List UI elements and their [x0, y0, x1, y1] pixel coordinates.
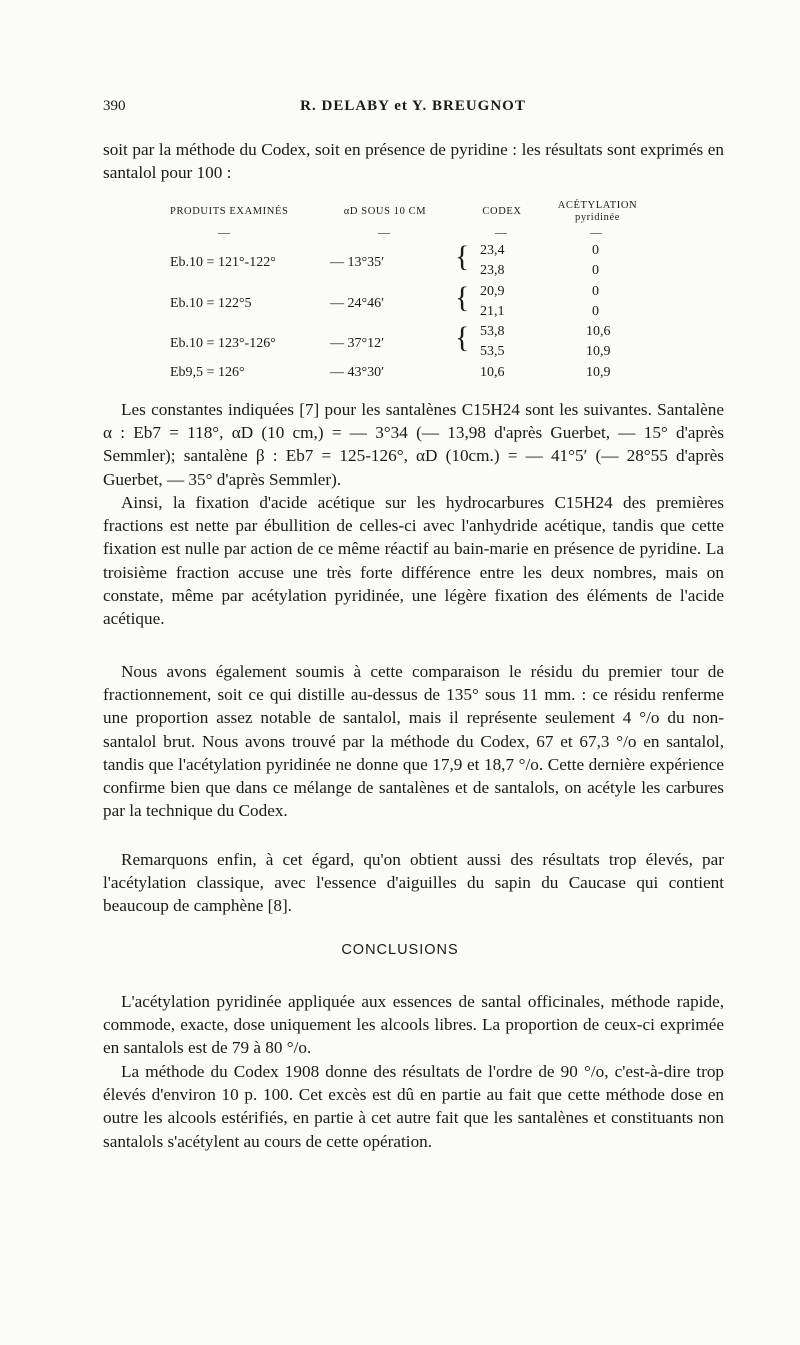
- page-header: [103, 98, 723, 122]
- conclusions-heading: CONCLUSIONS: [341, 942, 459, 958]
- row4-alpha: — 43°30′: [330, 365, 385, 380]
- row2-alpha: — 24°46′: [330, 296, 385, 311]
- row2-acetyl-a: 0: [592, 284, 599, 299]
- paragraph-remarquons: Remarquons enfin, à cet égard, qu'on obtient aussi des résultats trop élevés, par l'acétylation classique, avec l'essence d'aiguilles du sapin du Caucase qui contient beaucoup de camphène [8].: [103, 850, 724, 916]
- row3-acetyl-a: 10,6: [586, 324, 611, 339]
- dash: —: [495, 225, 507, 239]
- page-number: 390: [103, 98, 126, 114]
- brace-icon: {: [455, 240, 470, 273]
- intro-paragraph: soit par la méthode du Codex, soit en présence de pyridine : les résultats sont exprimés en santalol pour 100 :: [103, 140, 724, 183]
- row3-codex-b: 53,5: [480, 344, 505, 359]
- row1-produit: Eb.10 = 121°-122°: [170, 255, 276, 270]
- row1-acetyl-b: 0: [592, 263, 599, 278]
- dash: —: [378, 225, 390, 239]
- row2-codex-b: 21,1: [480, 304, 505, 319]
- row1-alpha: — 13°35′: [330, 255, 385, 270]
- paragraph-residu: Nous avons également soumis à cette comparaison le résidu du premier tour de fractionnement, soit ce qui distille au-dessus de 135° sous 11 mm. : ce résidu renferme une proportion assez notable de santalol, mais il représente seulement 4 °/o du non-santalol brut. Nous avons trouvé par la méthode du Codex, 67 et 67,3 °/o en santalol, tandis que l'acétylation pyridinée ne donne que 17,9 et 18,7 °/o. Cette dernière expérience confirme bien que dans ce mélange de santalènes et de santalols, on acétyle les carbures par la technique du Codex.: [103, 662, 724, 821]
- row3-acetyl-b: 10,9: [586, 344, 611, 359]
- row1-acetyl-a: 0: [592, 243, 599, 258]
- conclusion-paragraph-1: L'acétylation pyridinée appliquée aux essences de santal officinales, méthode rapide, commode, exacte, dose uniquement les alcools libres. La proportion de ceux-ci exprimée en santalols est de 79 à 80 °/o.: [103, 992, 724, 1058]
- row1-codex-a: 23,4: [480, 243, 505, 258]
- running-title: R. DELABY et Y. BREUGNOT: [300, 98, 526, 114]
- paragraph-constantes: Les constantes indiquées [7] pour les santalènes C15H24 sont les suivantes. Santalène α : Eb7 = 118°, αD (10 cm,) = — 3°34 (— 13,98 d'après Guerbet, — 15° d'après Semmler); santalène β : Eb7 = 125-126°, αD (10cm.) = — 41°5′ (— 28°55 d'après Guerbet, — 35° d'après Semmler).: [103, 400, 724, 489]
- row4-produit: Eb9,5 = 126°: [170, 365, 245, 380]
- row2-produit: Eb.10 = 122°5: [170, 296, 252, 311]
- dash: —: [218, 225, 230, 239]
- brace-icon: {: [455, 281, 470, 314]
- header-alpha: αD SOUS 10 CM: [343, 206, 427, 217]
- row4-codex: 10,6: [480, 365, 505, 380]
- header-produits: PRODUITS EXAMINÉS: [170, 206, 289, 217]
- row3-produit: Eb.10 = 123°-126°: [170, 336, 276, 351]
- paragraph-ainsi: Ainsi, la fixation d'acide acétique sur les hydrocarbures C15H24 des premières fractions est nette par ébullition de celles-ci avec l'anhydride acétique, tandis que cette fixation est nulle par action de ce même réactif au bain-marie en présence de pyridine. La troisième fraction accuse une très forte différence entre les deux nombres, mais on constate, même par acétylation pyridinée, une légère fixation des éléments de l'acide acétique.: [103, 493, 724, 629]
- row1-codex-b: 23,8: [480, 263, 505, 278]
- conclusion-paragraph-2: La méthode du Codex 1908 donne des résultats de l'ordre de 90 °/o, c'est-à-dire trop élevés d'environ 10 p. 100. Cet excès est dû en partie au fait que cette méthode dose en outre les alcools estérifiés, en partie à cet autre fait que les santalènes et constituants non santalols s'acétylent au cours de cette opération.: [103, 1062, 724, 1151]
- header-codex: CODEX: [482, 206, 522, 217]
- row3-alpha: — 37°12′: [330, 336, 385, 351]
- brace-icon: {: [455, 321, 470, 354]
- header-acetylation: ACÉTYLATION pyridinée: [557, 200, 638, 223]
- row4-acetyl: 10,9: [586, 365, 611, 380]
- row3-codex-a: 53,8: [480, 324, 505, 339]
- row2-acetyl-b: 0: [592, 304, 599, 319]
- dash: —: [590, 225, 602, 239]
- row2-codex-a: 20,9: [480, 284, 505, 299]
